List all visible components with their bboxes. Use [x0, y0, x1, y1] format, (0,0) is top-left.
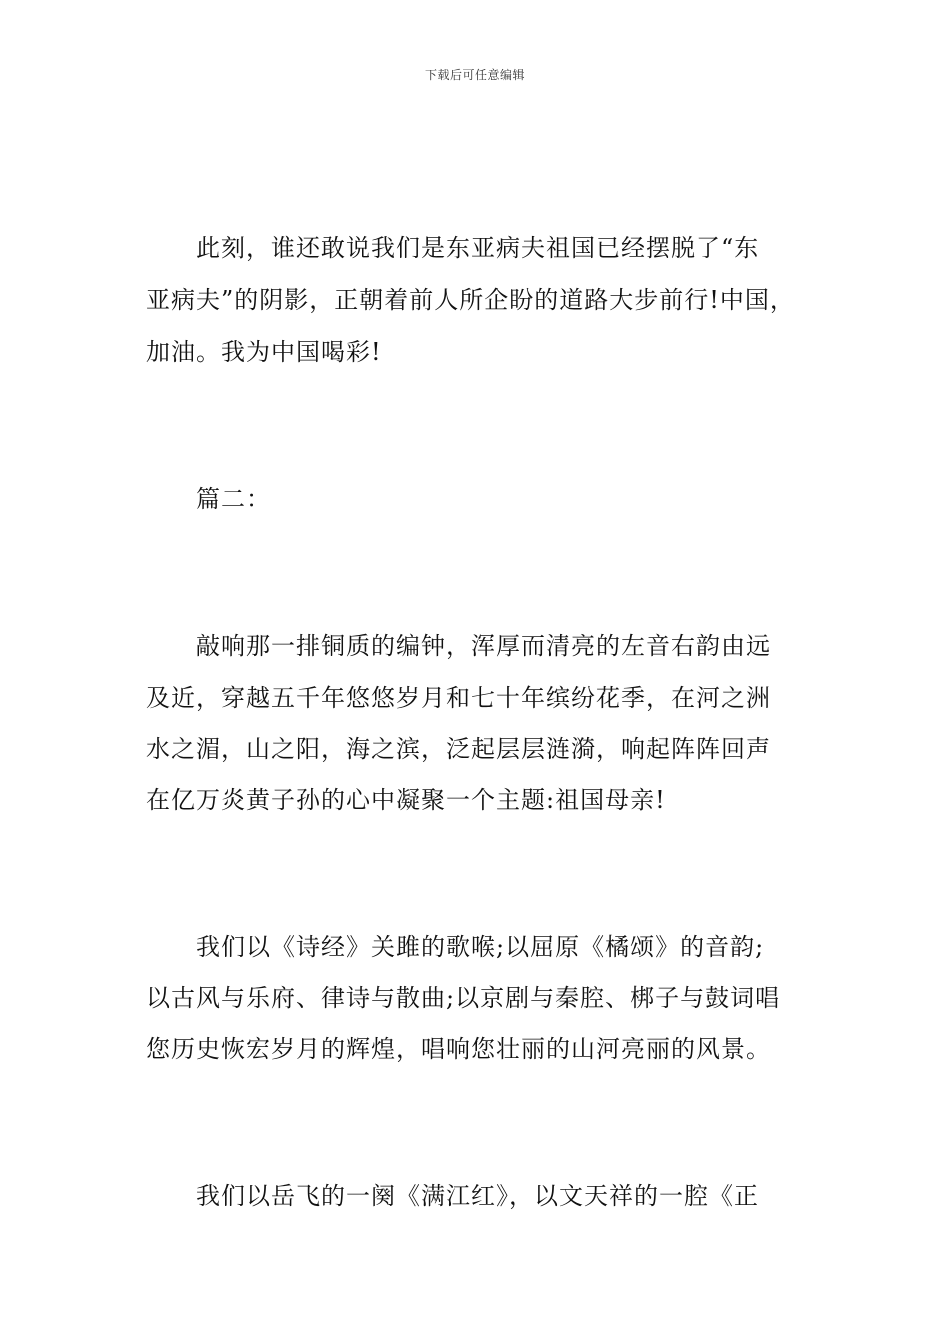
paragraph-line: 敲响那一排铜质的编钟，浑厚而清亮的左音右韵由远 — [196, 632, 771, 660]
paragraph-line: 以古风与乐府、律诗与散曲;以京剧与秦腔、梆子与鼓词唱 — [146, 984, 781, 1012]
paragraph-line: 在亿万炎黄子孙的心中凝聚一个主题:祖国母亲! — [146, 786, 666, 814]
section-title: 篇二： — [196, 485, 271, 513]
paragraph-line: 我们以岳飞的一阕《满江红》，以文天祥的一腔《正 — [196, 1182, 759, 1210]
paragraph-line: 加油。我为中国喝彩! — [146, 338, 382, 366]
paragraph-line: 您历史恢宏岁月的辉煌，唱响您壮丽的山河亮丽的风景。 — [146, 1035, 771, 1063]
paragraph-line: 此刻，谁还敢说我们是东亚病夫祖国已经摆脱了“东 — [196, 234, 760, 262]
paragraph-line: 亚病夫”的阴影，正朝着前人所企盼的道路大步前行!中国， — [146, 286, 795, 314]
paragraph-line: 我们以《诗经》关雎的歌喉;以屈原《橘颂》的音韵; — [196, 933, 765, 961]
paragraph-line: 水之湄，山之阳，海之滨，泛起层层涟漪，响起阵阵回声 — [146, 735, 771, 763]
paragraph-line: 及近，穿越五千年悠悠岁月和七十年缤纷花季，在河之洲 — [146, 684, 771, 712]
page-header-note: 下载后可任意编辑 — [424, 68, 525, 82]
